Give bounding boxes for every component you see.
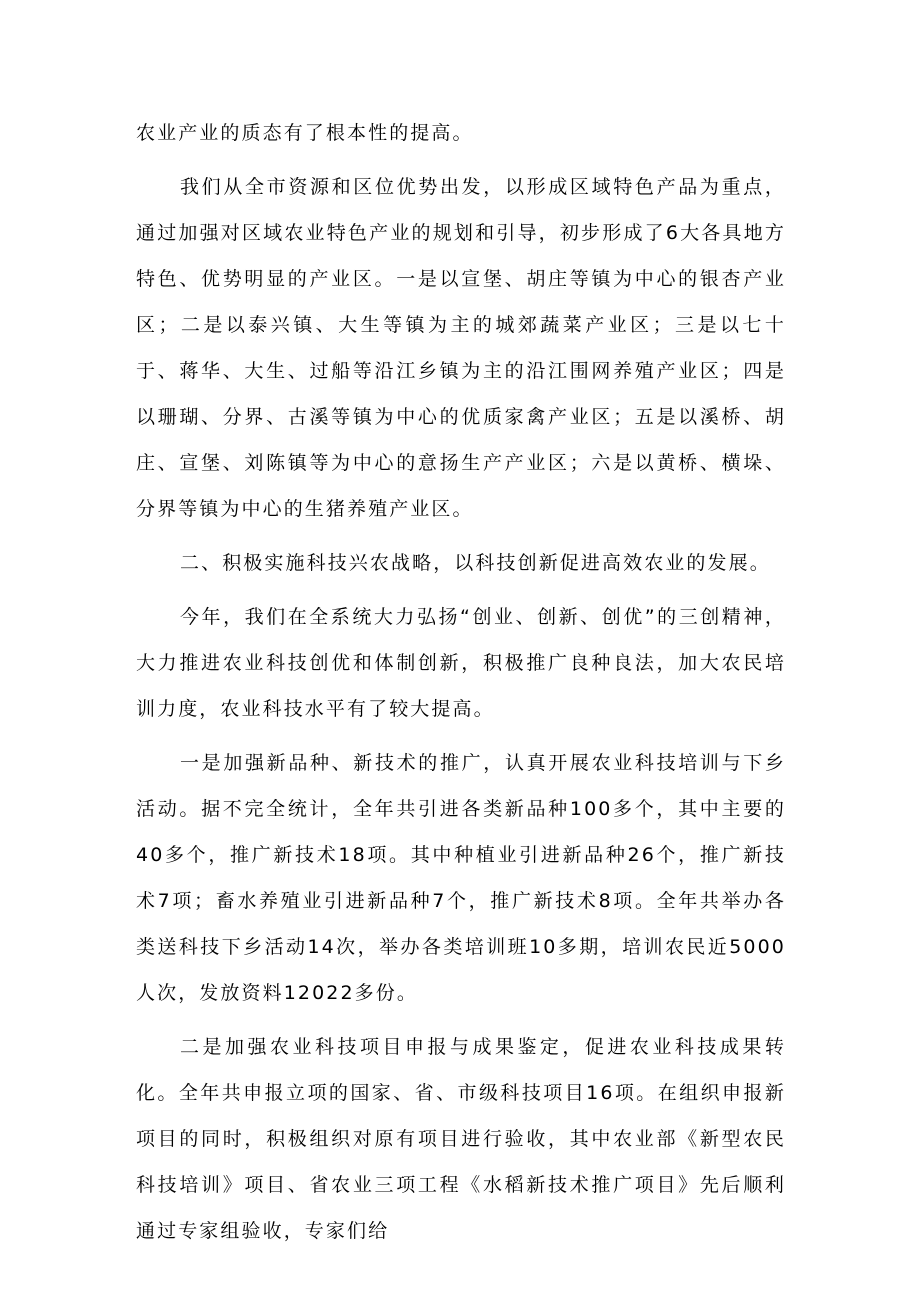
- paragraph: 二是加强农业科技项目申报与成果鉴定，促进农业科技成果转化。全年共申报立项的国家、省、市级科技项目16项。在组织申报新项目的同时，积极组织对原有项目进行验收，其中农业部《新型农民科技培训》项目、省农业三项工程《水稻新技术推广项目》先后顺利通过专家组验收，专家们给: [136, 1036, 786, 1242]
- document-body: [136, 110, 786, 1254]
- paragraph: 我们从全市资源和区位优势出发，以形成区域特色产品为重点，通过加强对区域农业特色产业的规划和引导，初步形成了6大各具地方特色、优势明显的产业区。一是以宣堡、胡庄等镇为中心的银杏产业区；二是以泰兴镇、大生等镇为主的城郊蔬菜产业区；三是以七十于、蒋华、大生、过船等沿江乡镇为主的沿江围网养殖产业区；四是以珊瑚、分界、古溪等镇为中心的优质家禽产业区；五是以溪桥、胡庄、宣堡、刘陈镇等为中心的意扬生产产业区；六是以黄桥、横垛、分界等镇为中心的生猪养殖产业区。: [136, 176, 786, 520]
- paragraph: 一是加强新品种、新技术的推广，认真开展农业科技培训与下乡活动。据不完全统计，全年共引进各类新品种100多个，其中主要的40多个，推广新技术18项。其中种植业引进新品种26个，推广新技术7项；畜水养殖业引进新品种7个，推广新技术8项。全年共举办各类送科技下乡活动14次，举办各类培训班10多期，培训农民近5000人次，发放资料12022多份。: [136, 752, 786, 1004]
- section-heading: 二、积极实施科技兴农战略，以科技创新促进高效农业的发展。: [180, 552, 771, 574]
- paragraph: 今年，我们在全系统大力弘扬“创业、创新、创优”的三创精神，大力推进农业科技创优和体制创新，积极推广良种良法，加大农民培训力度，农业科技水平有了较大提高。: [136, 606, 786, 720]
- paragraph: 农业产业的质态有了根本性的提高。: [136, 122, 474, 144]
